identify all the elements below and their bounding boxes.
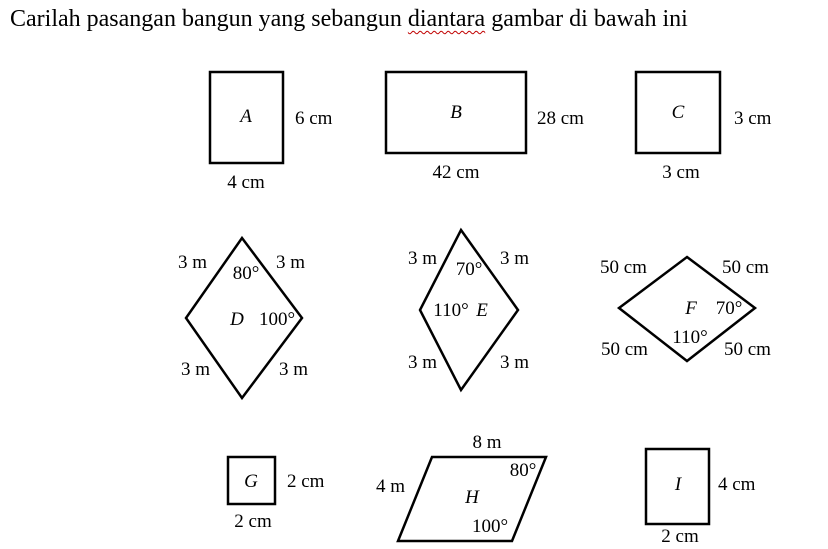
title-text-start: Carilah pasangan bangun yang sebangun (10, 6, 408, 32)
shape-d (178, 238, 308, 398)
shape-g (228, 457, 325, 532)
shape-c (636, 72, 772, 183)
shape-h-side-length: 4 m (376, 476, 406, 497)
shape-d-side-1: 3 m (178, 252, 208, 273)
shape-h-top-length: 8 m (472, 432, 502, 453)
shape-a-name: A (240, 106, 252, 127)
shape-f-name: F (685, 298, 697, 319)
shape-i-base-length: 2 cm (661, 526, 699, 547)
shape-b (386, 72, 584, 183)
shape-e-angle-left: 110° (433, 300, 469, 321)
shape-h-angle-top: 80° (509, 460, 537, 481)
shape-f-side-3: 50 cm (601, 339, 648, 360)
shape-c-name: C (671, 102, 685, 123)
shape-d-name: D (230, 309, 244, 330)
shape-e-side-1: 3 m (408, 248, 438, 269)
shape-d-angle-right: 100° (258, 309, 296, 330)
shape-d-side-4: 3 m (279, 359, 309, 380)
shape-d-angle-top: 80° (232, 263, 260, 284)
shape-f-side-2: 50 cm (722, 257, 769, 278)
shape-f-side-1: 50 cm (600, 257, 647, 278)
title-text-end: gambar di bawah ini (485, 6, 688, 32)
shape-e-angle-top: 70° (455, 259, 483, 280)
shape-i-side-length: 4 cm (718, 474, 756, 495)
shape-b-base-length: 42 cm (432, 162, 480, 183)
shape-b-name: B (450, 102, 462, 123)
shape-f-angle-bottom: 110° (672, 327, 708, 348)
shape-c-base-length: 3 cm (662, 162, 700, 183)
shape-e-side-3: 3 m (408, 352, 438, 373)
shape-e-side-2: 3 m (500, 248, 530, 269)
shape-h-angle-bottom: 100° (471, 516, 509, 537)
shape-i-name: I (674, 474, 682, 495)
shape-d-side-2: 3 m (276, 252, 306, 273)
shape-f-side-4: 50 cm (724, 339, 771, 360)
shape-b-side-length: 28 cm (537, 108, 584, 129)
shape-a-base-length: 4 cm (227, 172, 265, 193)
title-spellcheck-word: diantara (407, 6, 486, 32)
shape-g-base-length: 2 cm (234, 511, 272, 532)
shape-d-side-3: 3 m (181, 359, 211, 380)
shape-e-name: E (476, 300, 488, 321)
shape-h-name: H (465, 487, 479, 508)
shape-a-side-length: 6 cm (295, 108, 333, 129)
shape-h (376, 432, 546, 541)
shape-f-angle-right: 70° (715, 298, 743, 319)
shape-c-side-length: 3 cm (734, 108, 772, 129)
shape-f (600, 257, 771, 361)
shape-i (646, 449, 756, 547)
shape-e-side-4: 3 m (500, 352, 530, 373)
shape-g-name: G (244, 471, 258, 492)
shape-g-side-length: 2 cm (287, 471, 325, 492)
shape-e (408, 230, 529, 390)
shape-a (210, 72, 333, 193)
